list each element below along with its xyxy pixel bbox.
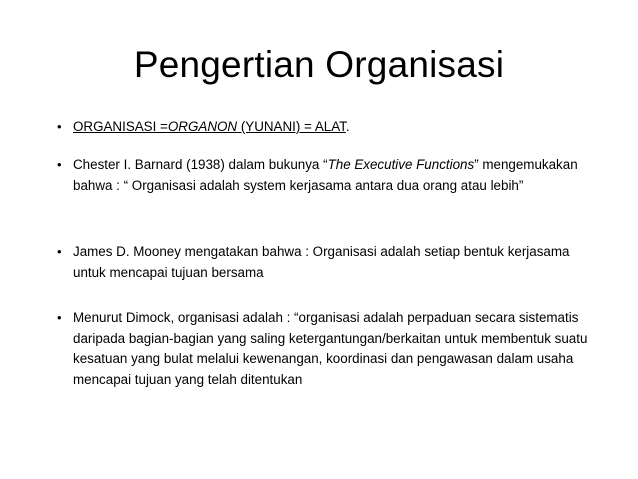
- plain-text: Chester I. Barnard (1938) dalam bukunya “: [73, 157, 328, 172]
- underlined-text: (YUNANI) = ALAT: [237, 119, 346, 134]
- italic-book-title: The Executive Functions: [327, 157, 475, 172]
- underlined-text: ORGANISASI =: [73, 119, 168, 134]
- bullet-text: [73, 155, 601, 196]
- slide-title: Pengertian Organisasi: [133, 44, 505, 85]
- plain-text: ” mengemukakan bahwa : “ Organisasi adalah system kerjasama antara dua orang atau lebih”: [73, 157, 578, 193]
- bullet-text: James D. Mooney mengatakan bahwa : Organisasi adalah setiap bentuk kerjasama untuk mencapai tujuan bersama: [73, 244, 570, 280]
- bullet-marker: •: [57, 244, 62, 259]
- bullet-marker: •: [57, 157, 62, 172]
- trailing-text: .: [345, 119, 350, 134]
- bullet-text: [73, 117, 601, 138]
- bullet-text: Menurut Dimock, organisasi adalah : “organisasi adalah perpaduan secara sistematis daripada bagian-bagian yang saling ketergantungan/berkaitan untuk membentuk suatu kesatuan yang bulat melalui kewenangan, koordinasi dan pengawasan dalam usaha mencapai tujuan yang telah ditentukan: [73, 310, 588, 387]
- bullet-marker: •: [57, 119, 62, 134]
- underlined-italic-text: ORGANON: [167, 119, 238, 134]
- bullet-marker: •: [57, 310, 62, 325]
